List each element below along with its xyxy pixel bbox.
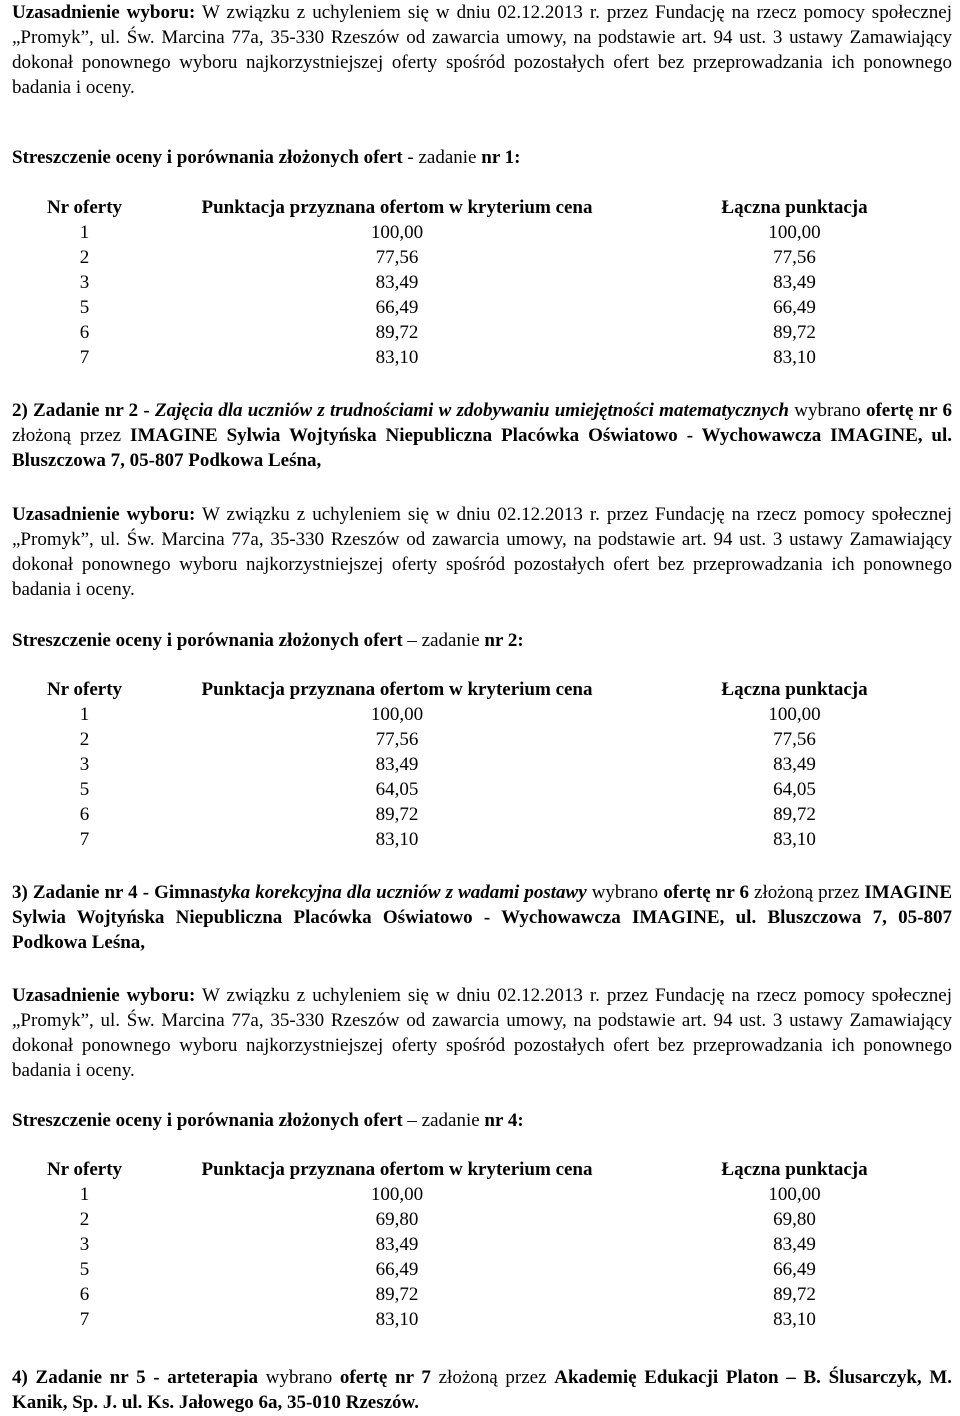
cell-price-score: 89,72: [375, 804, 419, 825]
summary-label: Streszczenie oceny i porównania złożonych ofert: [12, 630, 403, 651]
table-row: [12, 1307, 952, 1332]
cell-price-score: 83,10: [375, 1309, 419, 1330]
cell-offer-nr: 1: [79, 222, 90, 243]
table-row: [12, 295, 952, 320]
cell-total-score: 69,80: [773, 1209, 816, 1230]
table-row: [12, 1232, 952, 1257]
summary-heading-task-4: [12, 1108, 952, 1133]
table-row: [12, 752, 952, 777]
header-total-score: Łączna punktacja: [721, 679, 868, 700]
summary-label: Streszczenie oceny i porównania złożonych ofert: [12, 1110, 403, 1131]
cell-offer-nr: 7: [79, 829, 90, 850]
cell-total-score: 89,72: [773, 1284, 816, 1305]
task-heading: 3) Zadanie nr 4 - Gimnas: [12, 882, 218, 903]
table-row: [12, 220, 952, 245]
cell-price-score: 83,10: [375, 829, 419, 850]
submitted-by: złożoną przez: [12, 425, 122, 446]
chosen-prefix: wybrano: [591, 882, 659, 903]
table-header-row: [12, 677, 952, 702]
task-title: tyka korekcyjna dla uczniów z wadami postawy: [217, 882, 587, 903]
cell-total-score: 89,72: [773, 322, 816, 343]
summary-task: nr 2:: [484, 630, 524, 651]
cell-price-score: 64,05: [375, 779, 419, 800]
cell-total-score: 83,49: [773, 754, 816, 775]
table-row: [12, 1207, 952, 1232]
table-row: [12, 802, 952, 827]
justification-label: Uzasadnienie wyboru:: [12, 504, 196, 525]
cell-total-score: 66,49: [773, 1259, 816, 1280]
award-task-5: [12, 1365, 952, 1415]
cell-offer-nr: 2: [79, 729, 90, 750]
cell-total-score: 83,10: [773, 829, 816, 850]
cell-price-score: 77,56: [375, 247, 419, 268]
cell-offer-nr: 6: [79, 322, 90, 343]
task-title: Zajęcia dla uczniów z trudnościami w zdobywaniu umiejętności matematycznych: [154, 400, 789, 421]
chosen-offer: ofertę nr 7: [339, 1367, 431, 1388]
cell-total-score: 100,00: [768, 222, 821, 243]
cell-offer-nr: 2: [79, 247, 90, 268]
cell-offer-nr: 5: [79, 297, 90, 318]
chosen-offer: ofertę nr 6: [865, 400, 953, 421]
cell-offer-nr: 3: [79, 754, 90, 775]
cell-total-score: 83,49: [773, 272, 816, 293]
cell-price-score: 100,00: [370, 1184, 424, 1205]
summary-label: Streszczenie oceny i porównania złożonych ofert: [12, 147, 403, 168]
cell-total-score: 83,10: [773, 1309, 816, 1330]
cell-total-score: 100,00: [768, 704, 821, 725]
header-price-score: Punktacja przyznana ofertom w kryterium cena: [201, 679, 593, 700]
cell-price-score: 69,80: [375, 1209, 419, 1230]
justification-text: W związku z uchyleniem się w dniu 02.12.2013 r. przez Fundację na rzecz pomocy społecznej „Promyk”, ul. Św. Marcina 77a, 35-330 Rzeszów od zawarcia umowy, na podstawie art. 94 ust. 3 ustawy Zamawiający dokonał ponownego wyboru najkorzystniejszej oferty spośród pozostałych ofert bez przeprowadzania ich ponownego badania i oceny.: [12, 504, 952, 600]
cell-price-score: 83,49: [375, 272, 419, 293]
header-offer-nr: Nr oferty: [46, 197, 123, 218]
chosen-prefix: wybrano: [794, 400, 861, 421]
award-task-2: [12, 398, 952, 473]
justification-label: Uzasadnienie wyboru:: [12, 2, 196, 23]
cell-price-score: 100,00: [370, 222, 424, 243]
justification-label: Uzasadnienie wyboru:: [12, 985, 196, 1006]
cell-price-score: 89,72: [375, 322, 419, 343]
task-heading: 2) Zadanie nr 2 -: [12, 400, 150, 421]
justification-task-2: [12, 502, 952, 602]
cell-offer-nr: 7: [79, 347, 90, 368]
summary-heading-task-1: [12, 145, 952, 170]
cell-offer-nr: 3: [79, 272, 90, 293]
score-table: [12, 195, 952, 370]
cell-offer-nr: 6: [79, 804, 90, 825]
cell-total-score: 66,49: [773, 297, 816, 318]
summary-heading-task-2: [12, 628, 952, 653]
bidder-name: IMAGINE Sylwia Wojtyńska Niepubliczna Placówka Oświatowo - Wychowawcza IMAGINE, ul. Bluszczowa 7, 05-807 Podkowa Leśna,: [12, 882, 952, 953]
header-total-score: Łączna punktacja: [721, 1159, 868, 1180]
table-row: [12, 1257, 952, 1282]
table-row: [12, 320, 952, 345]
table-row: [12, 702, 952, 727]
header-offer-nr: Nr oferty: [46, 1159, 123, 1180]
cell-total-score: 89,72: [773, 804, 816, 825]
justification-task-1: [12, 0, 952, 100]
submitted-by: złożoną przez: [754, 882, 860, 903]
header-total-score: Łączna punktacja: [721, 197, 868, 218]
cell-offer-nr: 2: [79, 1209, 90, 1230]
bidder-name: Akademię Edukacji Platon – B. Ślusarczyk, M. Kanik, Sp. J. ul. Ks. Jałowego 6a, 35-010 Rzeszów.: [12, 1367, 953, 1413]
cell-price-score: 77,56: [375, 729, 419, 750]
score-table: [12, 1157, 952, 1332]
cell-total-score: 83,10: [773, 347, 816, 368]
cell-offer-nr: 7: [79, 1309, 90, 1330]
score-table-task-1: [12, 195, 952, 370]
justification-text: W związku z uchyleniem się w dniu 02.12.2013 r. przez Fundację na rzecz pomocy społecznej „Promyk”, ul. Św. Marcina 77a, 35-330 Rzeszów od zawarcia umowy, na podstawie art. 94 ust. 3 ustawy Zamawiający dokonał ponownego wyboru najkorzystniejszej oferty spośród pozostałych ofert bez przeprowadzania ich ponownego badania i oceny.: [12, 2, 952, 98]
cell-price-score: 83,10: [375, 347, 419, 368]
cell-total-score: 100,00: [768, 1184, 821, 1205]
cell-price-score: 83,49: [375, 754, 419, 775]
cell-offer-nr: 5: [79, 779, 90, 800]
table-row: [12, 727, 952, 752]
cell-price-score: 66,49: [375, 297, 419, 318]
cell-total-score: 77,56: [773, 729, 816, 750]
score-table: [12, 677, 952, 852]
summary-mid: – zadanie: [407, 1110, 480, 1131]
cell-price-score: 89,72: [375, 1284, 419, 1305]
cell-price-score: 66,49: [375, 1259, 419, 1280]
cell-offer-nr: 1: [79, 704, 90, 725]
table-row: [12, 777, 952, 802]
cell-total-score: 64,05: [773, 779, 816, 800]
cell-offer-nr: 5: [79, 1259, 90, 1280]
chosen-prefix: wybrano: [265, 1367, 333, 1388]
chosen-offer: ofertę nr 6: [663, 882, 749, 903]
cell-price-score: 83,49: [375, 1234, 419, 1255]
bidder-name: IMAGINE Sylwia Wojtyńska Niepubliczna Placówka Oświatowo - Wychowawcza IMAGINE, ul. Bluszczowa 7, 05-807 Podkowa Leśna,: [12, 425, 952, 471]
summary-task: nr 4:: [484, 1110, 524, 1131]
header-price-score: Punktacja przyznana ofertom w kryterium cena: [201, 197, 593, 218]
score-table-task-4: [12, 1157, 952, 1332]
cell-total-score: 83,49: [773, 1234, 816, 1255]
table-row: [12, 245, 952, 270]
table-row: [12, 270, 952, 295]
table-row: [12, 827, 952, 852]
table-header-row: [12, 195, 952, 220]
cell-offer-nr: 6: [79, 1284, 90, 1305]
header-price-score: Punktacja przyznana ofertom w kryterium cena: [201, 1159, 593, 1180]
justification-task-4: [12, 983, 952, 1083]
award-task-4: [12, 880, 952, 955]
cell-offer-nr: 1: [79, 1184, 90, 1205]
table-row: [12, 1282, 952, 1307]
score-table-task-2: [12, 677, 952, 852]
table-header-row: [12, 1157, 952, 1182]
justification-text: W związku z uchyleniem się w dniu 02.12.2013 r. przez Fundację na rzecz pomocy społecznej „Promyk”, ul. Św. Marcina 77a, 35-330 Rzeszów od zawarcia umowy, na podstawie art. 94 ust. 3 ustawy Zamawiający dokonał ponownego wyboru najkorzystniejszej oferty spośród pozostałych ofert bez przeprowadzania ich ponownego badania i oceny.: [12, 985, 952, 1081]
cell-offer-nr: 3: [79, 1234, 90, 1255]
cell-price-score: 100,00: [370, 704, 424, 725]
cell-total-score: 77,56: [773, 247, 816, 268]
summary-mid: - zadanie: [407, 147, 477, 168]
table-row: [12, 345, 952, 370]
summary-mid: – zadanie: [407, 630, 480, 651]
header-offer-nr: Nr oferty: [46, 679, 123, 700]
task-heading: 4) Zadanie nr 5 - arteterapia: [12, 1367, 259, 1388]
table-row: [12, 1182, 952, 1207]
summary-task: nr 1:: [481, 147, 521, 168]
submitted-by: złożoną przez: [438, 1367, 547, 1388]
